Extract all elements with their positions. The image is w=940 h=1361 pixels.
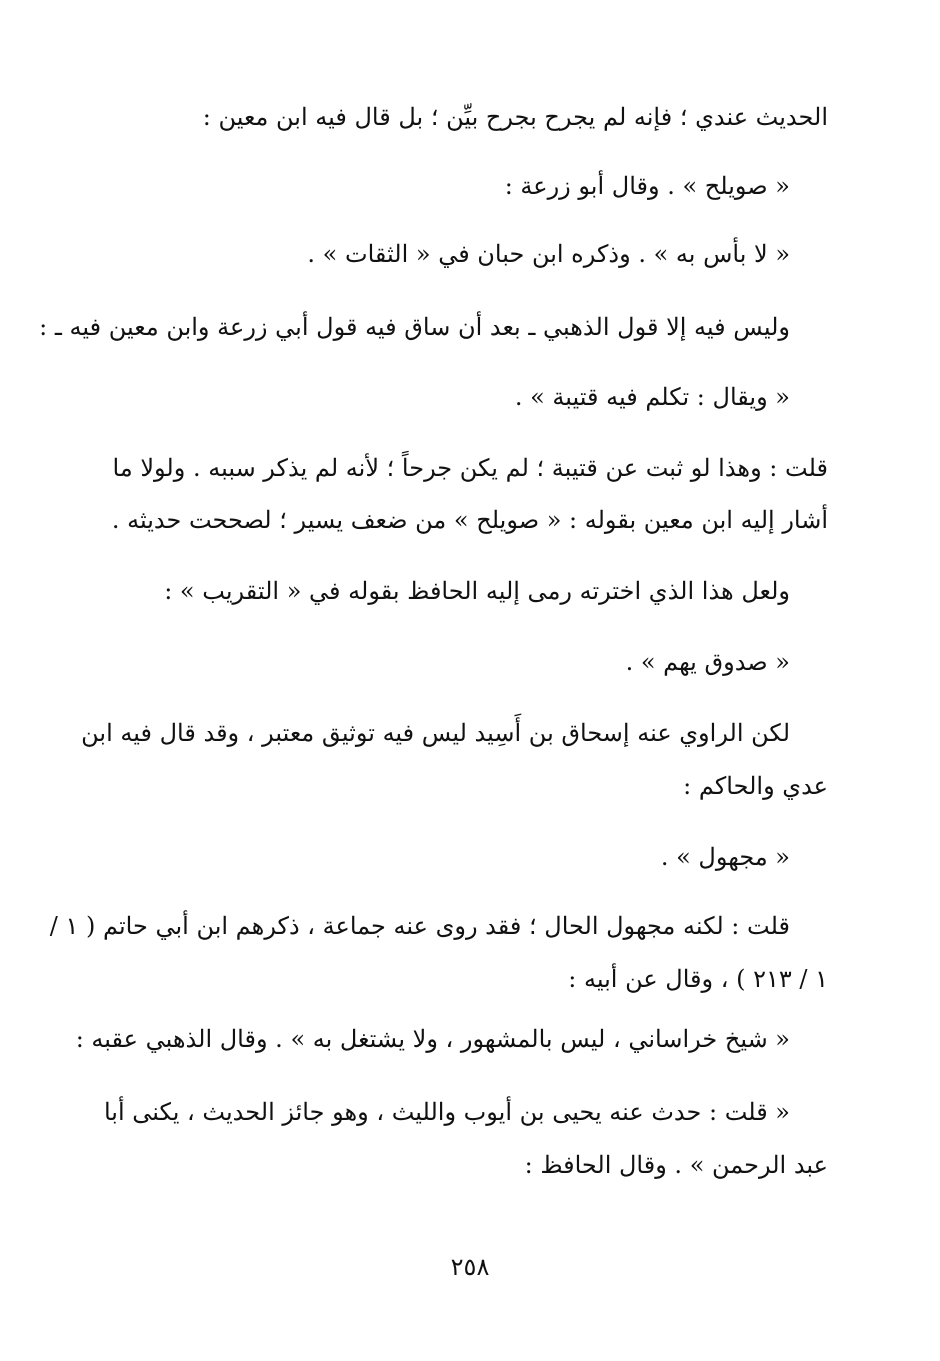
text-line: ١ / ٢١٣ ) ، وقال عن أبيه : bbox=[568, 965, 828, 993]
text-line: عبد الرحمن » . وقال الحافظ : bbox=[524, 1151, 828, 1179]
text-line: الحديث عندي ؛ فإنه لم يجرح بجرح بيِّن ؛ بل قال فيه ابن معين : bbox=[202, 103, 828, 131]
text-line: أشار إليه ابن معين بقوله : « صويلح » من ضعف يسير ؛ لصححت حديثه . bbox=[111, 506, 828, 534]
text-line: « لا بأس به » . وذكره ابن حبان في « الثقات » . bbox=[307, 240, 790, 268]
text-line: عدي والحاكم : bbox=[683, 772, 828, 800]
text-line: ولعل هذا الذي اخترته رمى إليه الحافظ بقوله في « التقريب » : bbox=[164, 577, 790, 605]
text-line: وليس فيه إلا قول الذهبي ـ بعد أن ساق فيه قول أبي زرعة وابن معين فيه ـ : bbox=[39, 313, 790, 341]
text-line: « صدوق يهم » . bbox=[625, 648, 790, 676]
text-line: لكن الراوي عنه إسحاق بن أَسِيد ليس فيه توثيق معتبر ، وقد قال فيه ابن bbox=[81, 719, 790, 747]
text-line: « قلت : حدث عنه يحيى بن أيوب والليث ، وهو جائز الحديث ، يكنى أبا bbox=[103, 1098, 790, 1126]
text-line: « شيخ خراساني ، ليس بالمشهور ، ولا يشتغل به » . وقال الذهبي عقبه : bbox=[75, 1025, 790, 1053]
text-line: « صويلح » . وقال أبو زرعة : bbox=[504, 172, 790, 200]
text-line: قلت : وهذا لو ثبت عن قتيبة ؛ لم يكن جرحاً ؛ لأنه لم يذكر سببه . ولولا ما bbox=[112, 454, 828, 482]
text-line: قلت : لكنه مجهول الحال ؛ فقد روى عنه جماعة ، ذكرهم ابن أبي حاتم ( ١ / bbox=[49, 912, 790, 940]
page-number: ٢٥٨ bbox=[450, 1253, 490, 1281]
text-line: « مجهول » . bbox=[660, 843, 790, 871]
text-line: « ويقال : تكلم فيه قتيبة » . bbox=[514, 383, 790, 411]
